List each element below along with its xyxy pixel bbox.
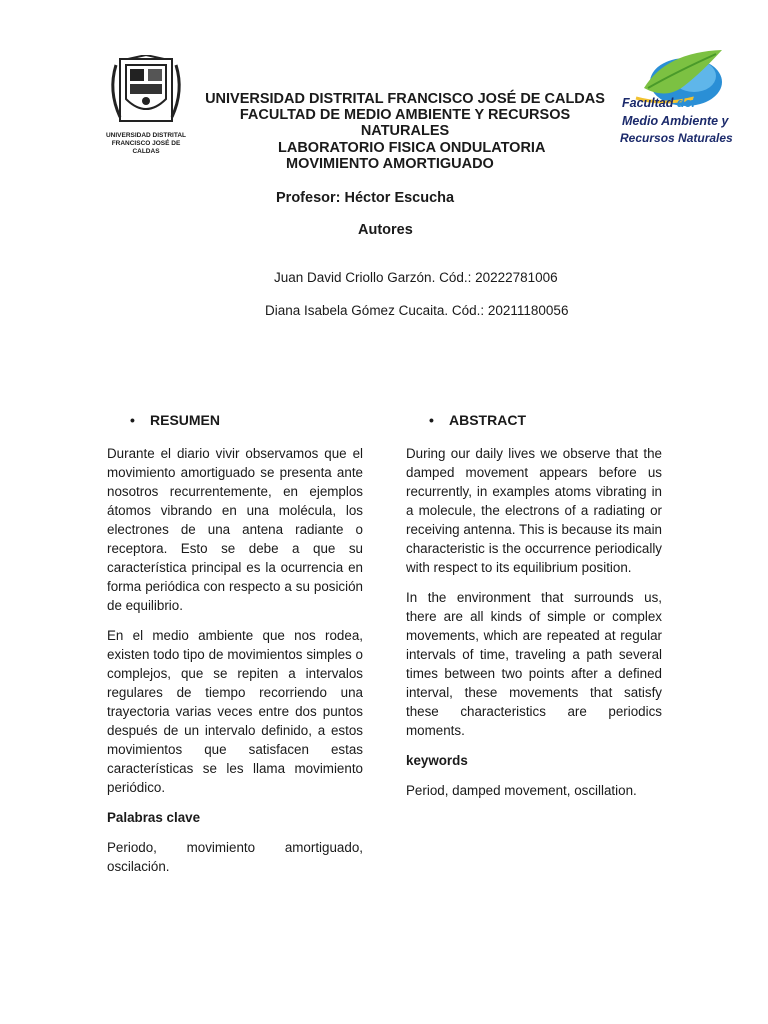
palabras-clave-heading: Palabras clave xyxy=(107,810,201,825)
palabras-clave-text: Periodo, movimiento amortiguado, oscilación. xyxy=(107,840,363,874)
faculty-logo-text-1a: Facultad xyxy=(622,96,674,110)
faculty-line-1: FACULTAD DE MEDIO AMBIENTE Y RECURSOS xyxy=(239,107,571,123)
university-logo xyxy=(98,55,194,155)
resumen-heading xyxy=(130,412,220,428)
left-column xyxy=(107,444,363,887)
university-name: UNIVERSIDAD DISTRITAL FRANCISCO JOSÉ DE CALDAS xyxy=(205,91,605,107)
bullet-icon: • xyxy=(429,412,434,428)
university-seal-icon xyxy=(98,55,194,127)
right-column xyxy=(406,444,662,811)
resumen-paragraph-2: En el medio ambiente que nos rodea, existen todo tipo de movimientos simples o complejos, que se repiten a intervalos regulares de tiempo recorriendo una trayectoria varias veces entre dos puntos después de un intervalo definido, a estos movimientos que satisfacen estas características se les llama movimiento periódico. xyxy=(107,628,363,795)
keywords-heading: keywords xyxy=(406,753,468,768)
resumen-paragraph-1: Durante el diario vivir observamos que el movimiento amortiguado se presenta ante nosotros recurrentemente, en ejemplos átomos vibrando en una molécula, los electrones de una antena radiante o receptora. Esto se debe a que su característica principal es la ocurrencia en forma periódica con respecto a su posición de equilibrio. xyxy=(107,446,363,613)
faculty-logo xyxy=(614,46,748,150)
professor-line: Profesor: Héctor Escucha xyxy=(276,190,455,206)
faculty-line-2: NATURALES xyxy=(360,123,450,139)
abstract-heading-text: ABSTRACT xyxy=(449,412,526,428)
abstract-heading xyxy=(429,412,526,428)
author-2: Diana Isabela Gómez Cucaita. Cód.: 20211180056 xyxy=(265,303,569,318)
university-logo-caption-1: UNIVERSIDAD DISTRITAL xyxy=(105,132,187,139)
lab-name: LABORATORIO FISICA ONDULATORIA xyxy=(278,140,546,156)
bullet-icon: • xyxy=(130,412,135,428)
faculty-logo-text-1b: del xyxy=(676,96,695,110)
abstract-paragraph-1: During our daily lives we observe that the damped movement appears before us recurrently, in examples atoms vibrating in a molecule, the electrons of a radiating or receiving antenna. This is because its main characteristic is the occurrence periodically with respect to its equilibrium position. xyxy=(406,446,662,575)
faculty-logo-text-3: Recursos Naturales xyxy=(620,131,733,145)
faculty-logo-text-2: Medio Ambiente y xyxy=(622,114,729,128)
resumen-heading-text: RESUMEN xyxy=(150,412,221,428)
topic-title: MOVIMIENTO AMORTIGUADO xyxy=(286,156,494,172)
university-logo-caption-2: FRANCISCO JOSÉ DE CALDAS xyxy=(111,140,181,155)
keywords-text: Period, damped movement, oscillation. xyxy=(406,783,637,798)
authors-heading: Autores xyxy=(358,222,413,238)
abstract-paragraph-2: In the environment that surrounds us, there are all kinds of simple or complex movements, which are repeated at regular intervals of time, traveling a path several times between two points after a defined interval, these movements that satisfy these characteristics are periodics moments. xyxy=(406,590,662,738)
author-1: Juan David Criollo Garzón. Cód.: 20222781006 xyxy=(274,270,558,285)
